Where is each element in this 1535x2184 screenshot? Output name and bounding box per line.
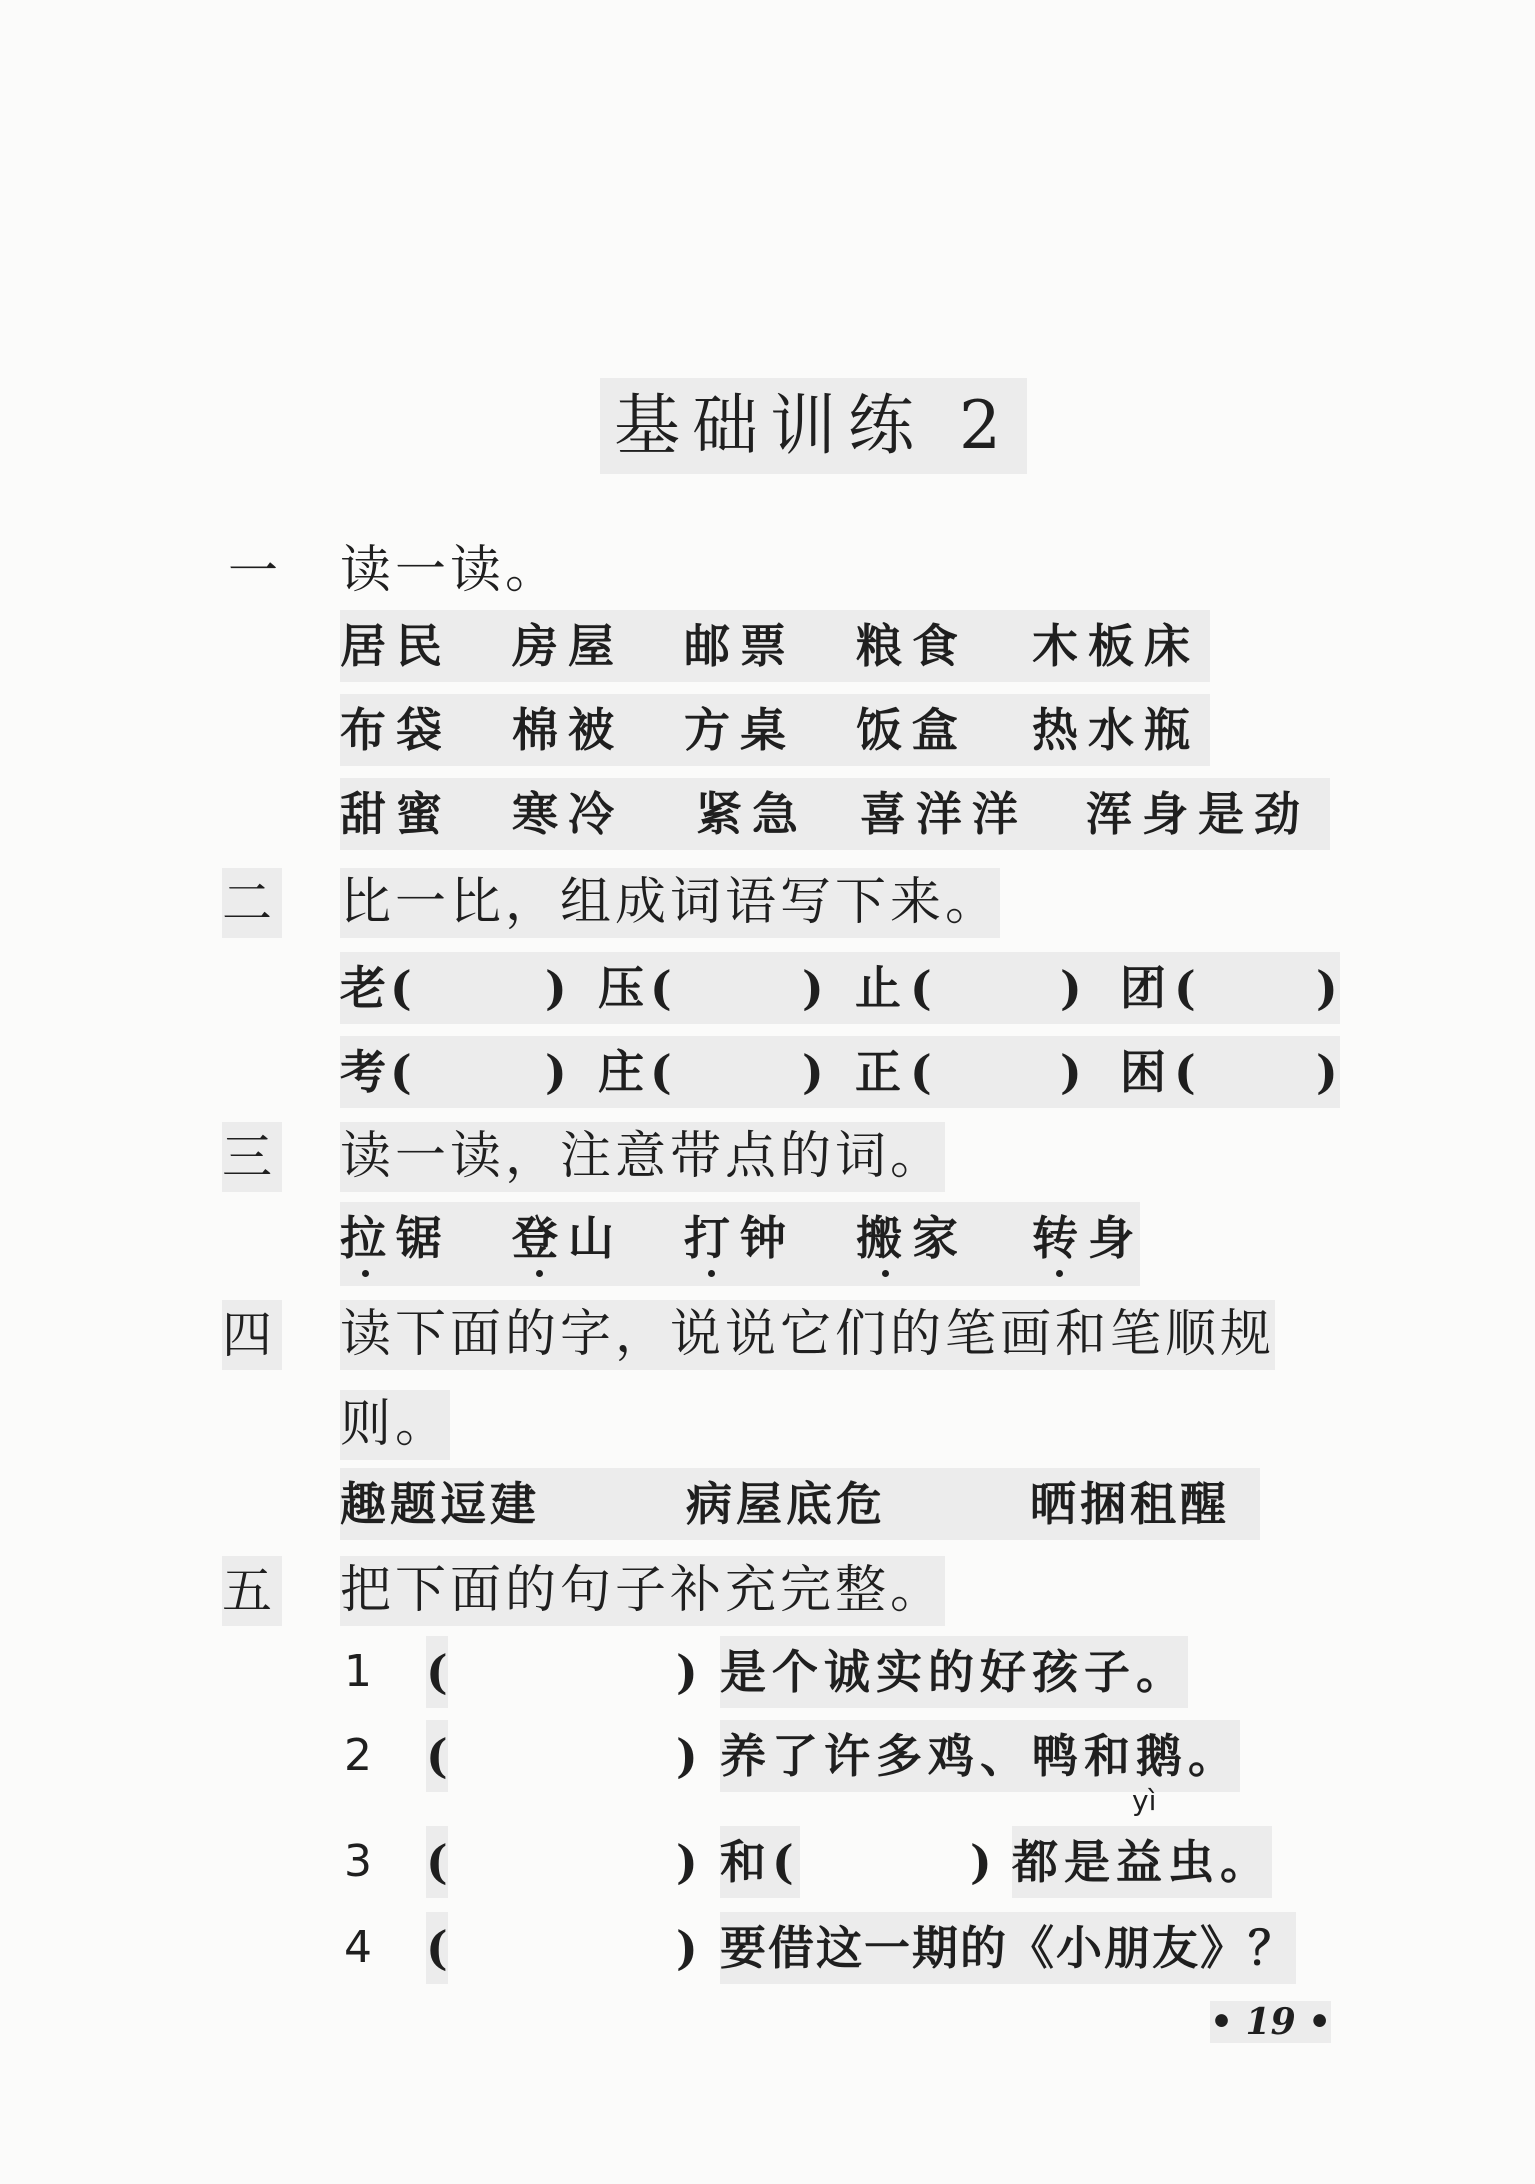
close-paren: ) xyxy=(676,1835,698,1889)
word: 甜蜜 xyxy=(340,787,452,841)
close-paren: ) xyxy=(545,1045,567,1099)
word-row-2 xyxy=(340,694,1210,766)
char: 团 xyxy=(1120,961,1166,1015)
char: 老 xyxy=(340,961,386,1015)
word: 粮食 xyxy=(856,619,968,673)
close-paren: ) xyxy=(676,1921,698,1975)
section-number-3: 三 xyxy=(222,1122,282,1192)
page-number: • 19 • xyxy=(1210,2001,1332,2043)
word: 邮票 xyxy=(684,619,796,673)
close-paren: ) xyxy=(676,1729,698,1783)
char: 庄 xyxy=(598,1045,644,1099)
open-paren: ( xyxy=(1174,1045,1196,1099)
section-number-2: 二 xyxy=(222,868,282,938)
section-title-3: 读一读，注意带点的词。 xyxy=(340,1122,945,1192)
sentence-text: 养了许多鸡、鸭和鹅。 xyxy=(720,1720,1240,1792)
close-paren: ) xyxy=(676,1645,698,1699)
open-paren: ( xyxy=(650,961,672,1015)
close-paren: ) xyxy=(970,1835,992,1889)
open-paren: ( xyxy=(910,961,932,1015)
open-paren: ( xyxy=(426,1826,448,1898)
open-paren: ( xyxy=(910,1045,932,1099)
emphasis-dot xyxy=(536,1270,543,1277)
emphasis-dot xyxy=(362,1270,369,1277)
dotted-word: 拉锯 xyxy=(340,1211,452,1265)
char: 压 xyxy=(598,961,644,1015)
section-number-4: 四 xyxy=(222,1300,282,1370)
section-title-2: 比一比，组成词语写下来。 xyxy=(340,868,1000,938)
word: 布袋 xyxy=(340,703,452,757)
section-title-4-line1: 读下面的字，说说它们的笔画和笔顺规 xyxy=(340,1300,1275,1370)
char: 困 xyxy=(1120,1045,1166,1099)
dotted-word: 搬家 xyxy=(856,1211,968,1265)
emphasis-dot xyxy=(882,1270,889,1277)
char-group-row xyxy=(340,1468,1260,1540)
char-group: 晒捆租醒 xyxy=(1030,1477,1230,1531)
item-number: 4 xyxy=(344,1922,372,1973)
open-paren: ( xyxy=(390,961,412,1015)
pinyin-annotation: yì xyxy=(1132,1784,1157,1817)
char-group: 病屋底危 xyxy=(686,1477,886,1531)
close-paren: ) xyxy=(1316,961,1338,1015)
char-group: 趣题逗建 xyxy=(340,1477,540,1531)
word-row-1 xyxy=(340,610,1210,682)
word: 饭盒 xyxy=(856,703,968,757)
dotted-word: 转身 xyxy=(1032,1211,1144,1265)
compare-row-1 xyxy=(340,952,1340,1024)
section-title-5: 把下面的句子补充完整。 xyxy=(340,1556,945,1626)
section-number-5: 五 xyxy=(222,1556,282,1626)
open-paren: ( xyxy=(650,1045,672,1099)
emphasis-dot xyxy=(1056,1270,1063,1277)
section-title-4-line2: 则。 xyxy=(340,1390,450,1460)
char: 正 xyxy=(855,1045,901,1099)
dotted-word: 打钟 xyxy=(684,1211,796,1265)
word: 房屋 xyxy=(512,619,624,673)
word: 木板床 xyxy=(1032,619,1200,673)
open-paren: ( xyxy=(426,1636,448,1708)
close-paren: ) xyxy=(1060,961,1082,1015)
open-paren: ( xyxy=(390,1045,412,1099)
word: 方桌 xyxy=(684,703,796,757)
compare-row-2 xyxy=(340,1036,1340,1108)
dotted-word-row xyxy=(340,1202,1144,1286)
close-paren: ) xyxy=(545,961,567,1015)
word: 热水瓶 xyxy=(1032,703,1200,757)
dotted-word: 登山 xyxy=(512,1211,624,1265)
sentence-text: 要借这一期的《小朋友》？ xyxy=(720,1912,1296,1984)
sentence-text: 是个诚实的好孩子。 xyxy=(720,1636,1188,1708)
section-title-1: 读一读。 xyxy=(340,541,561,600)
close-paren: ) xyxy=(1316,1045,1338,1099)
mid-text: 和( xyxy=(720,1826,800,1898)
word: 紧急 xyxy=(696,787,808,841)
item-number: 2 xyxy=(344,1730,372,1781)
char: 考 xyxy=(340,1045,386,1099)
close-paren: ) xyxy=(802,1045,824,1099)
word-row-3 xyxy=(340,778,1330,850)
open-paren: ( xyxy=(426,1720,448,1792)
emphasis-dot xyxy=(708,1270,715,1277)
close-paren: ) xyxy=(802,961,824,1015)
word: 浑身是劲 xyxy=(1086,787,1310,841)
word: 寒冷 xyxy=(512,787,624,841)
sentence-item-3 xyxy=(340,1826,1272,1898)
sentence-item-1 xyxy=(340,1636,1240,1708)
item-number: 1 xyxy=(344,1646,372,1697)
open-paren: ( xyxy=(1174,961,1196,1015)
word: 居民 xyxy=(340,619,452,673)
section-number-1: 一 xyxy=(228,542,278,600)
page-title: 基础训练 2 xyxy=(600,378,1027,474)
sentence-item-2 xyxy=(340,1720,1240,1792)
open-paren: ( xyxy=(426,1912,448,1984)
sentence-item-4 xyxy=(340,1912,1300,1984)
close-paren: ) xyxy=(1060,1045,1082,1099)
char: 止 xyxy=(855,961,901,1015)
word: 喜洋洋 xyxy=(860,787,1028,841)
sentence-text: 都是益虫。 xyxy=(1012,1826,1272,1898)
item-number: 3 xyxy=(344,1836,372,1887)
word: 棉被 xyxy=(512,703,624,757)
